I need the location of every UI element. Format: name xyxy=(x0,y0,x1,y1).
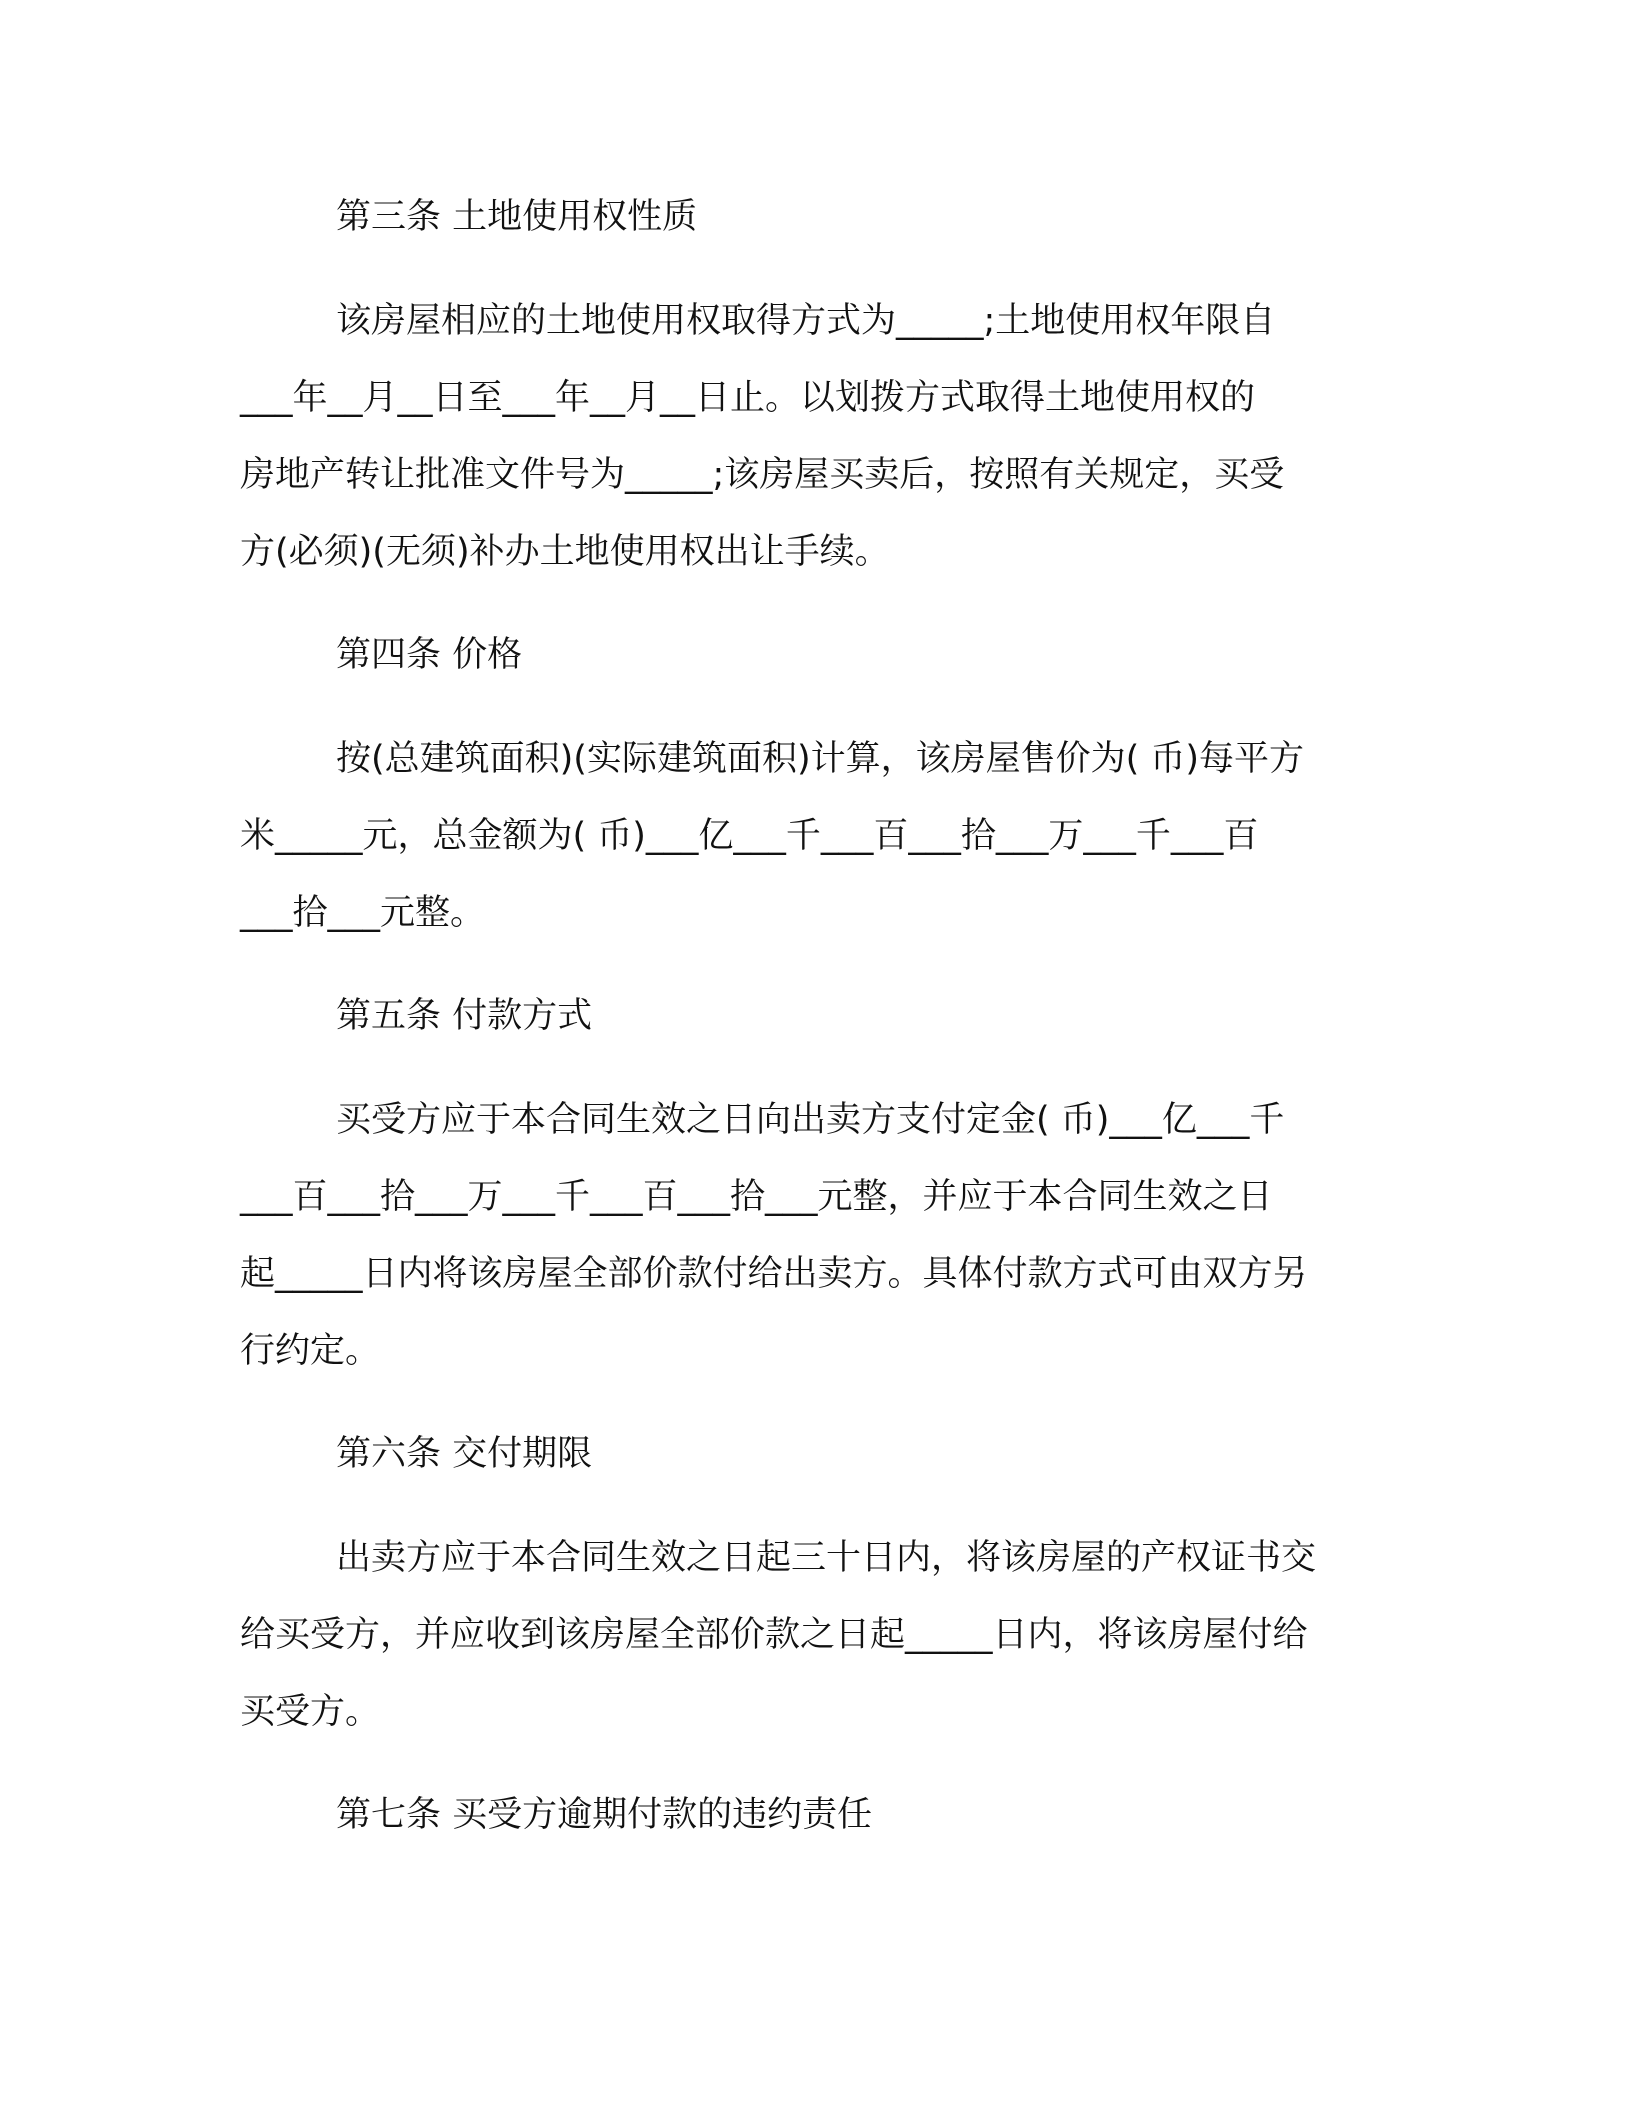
article-6-paragraph-line-3: 买受方。 xyxy=(240,1692,381,1732)
article-3-paragraph-line-4: 方(必须)(无须)补办土地使用权出让手续。 xyxy=(240,532,890,572)
article-3-heading: 第三条 土地使用权性质 xyxy=(336,197,698,237)
article-6-paragraph-line-1: 出卖方应于本合同生效之日起三十日内，将该房屋的产权证书交 xyxy=(336,1538,1317,1578)
article-7-heading: 第七条 买受方逾期付款的违约责任 xyxy=(336,1795,873,1835)
article-5-paragraph-line-2: ___百___拾___万___千___百___拾___元整，并应于本合同生效之日 xyxy=(240,1177,1273,1217)
article-4-heading: 第四条 价格 xyxy=(336,635,523,675)
article-4-paragraph-line-1: 按(总建筑面积)(实际建筑面积)计算，该房屋售价为( 币)每平方 xyxy=(336,739,1305,779)
article-6-paragraph-line-2: 给买受方，并应收到该房屋全部价款之日起_____日内，将该房屋付给 xyxy=(240,1615,1308,1655)
article-5-paragraph-line-1: 买受方应于本合同生效之日向出卖方支付定金( 币)___亿___千 xyxy=(336,1100,1285,1140)
article-3-paragraph-line-3: 房地产转让批准文件号为_____;该房屋买卖后，按照有关规定，买受 xyxy=(240,455,1285,495)
article-5-heading: 第五条 付款方式 xyxy=(336,996,593,1036)
article-3-paragraph-line-2: ___年__月__日至___年__月__日止。以划拨方式取得土地使用权的 xyxy=(240,378,1256,418)
article-5-paragraph-line-4: 行约定。 xyxy=(240,1331,381,1371)
article-6-heading: 第六条 交付期限 xyxy=(336,1434,593,1474)
article-4-paragraph-line-2: 米_____元，总金额为( 币)___亿___千___百___拾___万___千___百 xyxy=(240,816,1259,856)
article-4-paragraph-line-3: ___拾___元整。 xyxy=(240,893,486,933)
article-3-paragraph-line-1: 该房屋相应的土地使用权取得方式为_____;土地使用权年限自 xyxy=(336,301,1276,341)
article-5-paragraph-line-3: 起_____日内将该房屋全部价款付给出卖方。具体付款方式可由双方另 xyxy=(240,1254,1308,1294)
